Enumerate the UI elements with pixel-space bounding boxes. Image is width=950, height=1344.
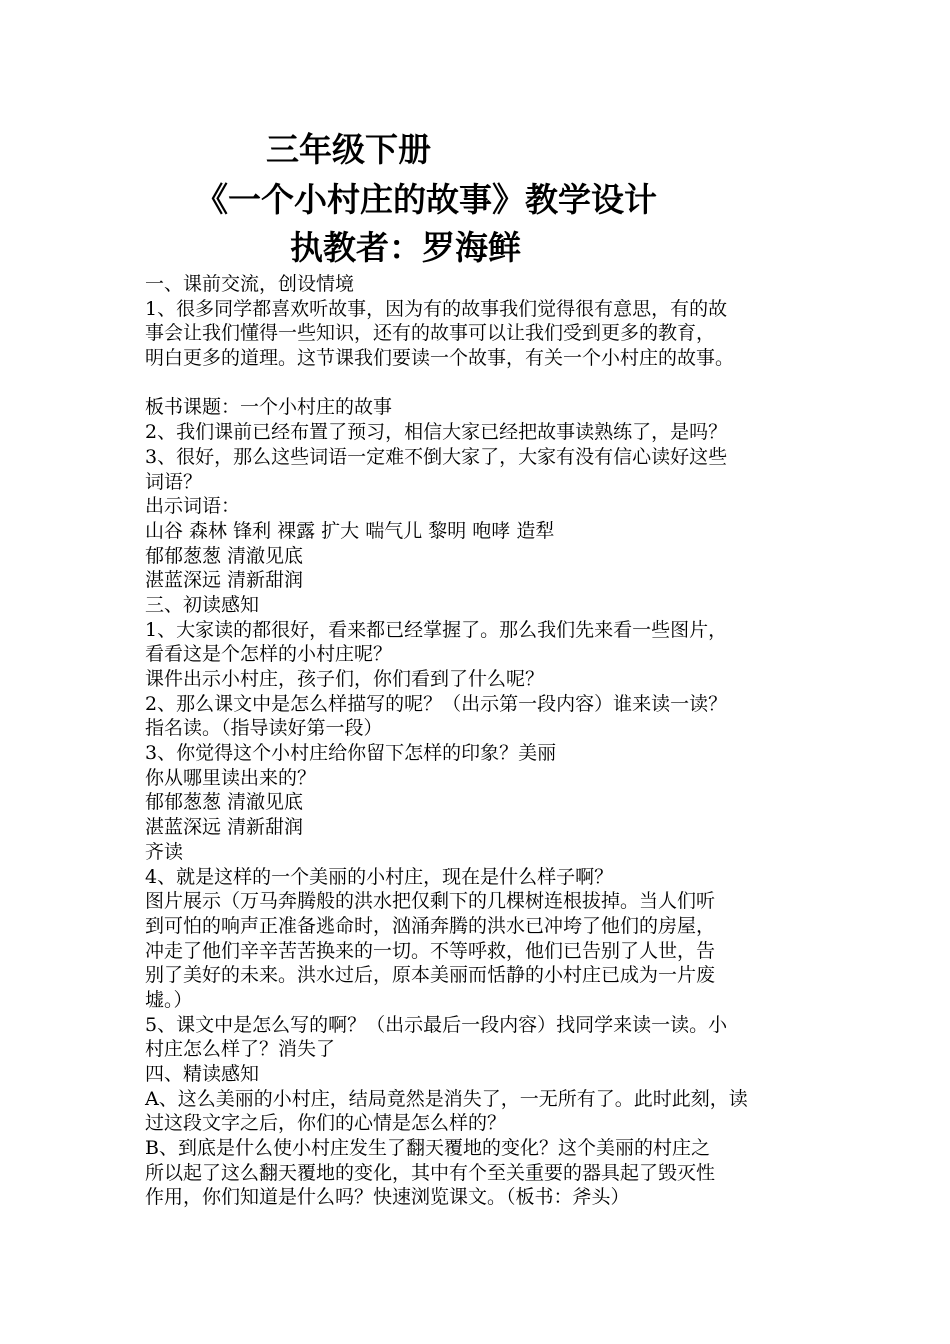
text-line: 村庄怎么样了？消失了	[145, 1038, 336, 1061]
text-line: 课件出示小村庄，孩子们，你们看到了什么呢？	[145, 668, 545, 690]
text-line: 3、你觉得这个小村庄给你留下怎样的印象？美丽	[145, 742, 557, 765]
text-line: A、这么美丽的小村庄，结局竟然是消失了，一无所有了。此时此刻，读	[145, 1087, 748, 1110]
text-line: 事会让我们懂得一些知识，还有的故事可以让我们受到更多的教育，	[145, 322, 716, 345]
text-line: 一、课前交流，创设情境	[145, 273, 355, 295]
text-line: 冲走了他们辛辛苦苦换来的一切。不等呼救，他们已告别了人世，告	[145, 939, 716, 962]
text-line: 1、大家读的都很好，看来都已经掌握了。那么我们先来看一些图片，	[145, 618, 728, 641]
lesson-title: 《一个小村庄的故事》教学设计	[195, 180, 657, 219]
grade-heading: 三年级下册	[266, 130, 431, 169]
text-line: 到可怕的响声正准备逃命时，汹涌奔腾的洪水已冲垮了他们的房屋，	[145, 914, 716, 937]
text-line: 明白更多的道理。这节课我们要读一个故事，有关一个小村庄的故事。	[145, 347, 735, 370]
text-line: 墟。）	[145, 988, 193, 1011]
text-line: 过这段文字之后，你们的心情是怎么样的？	[145, 1112, 507, 1135]
text-line: 郁郁葱葱 清澈见底	[145, 544, 304, 567]
text-line: 指名读。（指导读好第一段）	[145, 717, 383, 740]
text-line: 5、课文中是怎么写的啊？（出示最后一段内容）找同学来读一读。小	[145, 1013, 728, 1036]
teacher-line: 执教者：罗海鲜	[290, 228, 521, 267]
text-line: 三、初读感知	[145, 593, 260, 616]
text-line: 出示词语：	[145, 495, 241, 518]
text-line: 2、那么课文中是怎么样描写的呢？（出示第一段内容）谁来读一读？	[145, 692, 728, 715]
text-line: 郁郁葱葱 清澈见底	[145, 791, 304, 814]
text-line: 作用，你们知道是什么吗？快速浏览课文。（板书：斧头）	[145, 1186, 630, 1209]
text-line: 湛蓝深远 清新甜润	[145, 816, 304, 839]
text-line: 看看这是个怎样的小村庄呢？	[145, 643, 393, 666]
text-line: 你从哪里读出来的？	[145, 766, 317, 789]
text-line: 齐读	[145, 840, 184, 863]
text-line: B、到底是什么使小村庄发生了翻天覆地的变化？这个美丽的村庄之	[145, 1137, 710, 1160]
text-line: 所以起了这么翻天覆地的变化，其中有个至关重要的器具起了毁灭性	[145, 1161, 716, 1184]
blank-line	[145, 371, 810, 396]
text-line: 图片展示（万马奔腾般的洪水把仅剩下的几棵树连根拔掉。当人们听	[145, 890, 716, 913]
text-line: 4、就是这样的一个美丽的小村庄，现在是什么样子啊？	[145, 865, 614, 888]
text-line: 四、精读感知	[145, 1063, 260, 1085]
text-line: 板书课题：一个小村庄的故事	[145, 396, 393, 419]
lesson-body	[145, 272, 810, 1210]
text-line: 湛蓝深远 清新甜润	[145, 569, 304, 592]
text-line: 别了美好的未来。洪水过后，原本美丽而恬静的小村庄已成为一片废	[145, 964, 716, 987]
text-line: 词语？	[145, 470, 203, 493]
text-line: 1、很多同学都喜欢听故事，因为有的故事我们觉得很有意思，有的故	[145, 297, 728, 320]
text-line: 山谷 森林 锋利 裸露 扩大 喘气儿 黎明 咆哮 造犁	[145, 519, 555, 542]
text-line: 2、我们课前已经布置了预习，相信大家已经把故事读熟练了，是吗？	[145, 421, 728, 444]
text-line: 3、很好，那么这些词语一定难不倒大家了，大家有没有信心读好这些	[145, 445, 728, 468]
